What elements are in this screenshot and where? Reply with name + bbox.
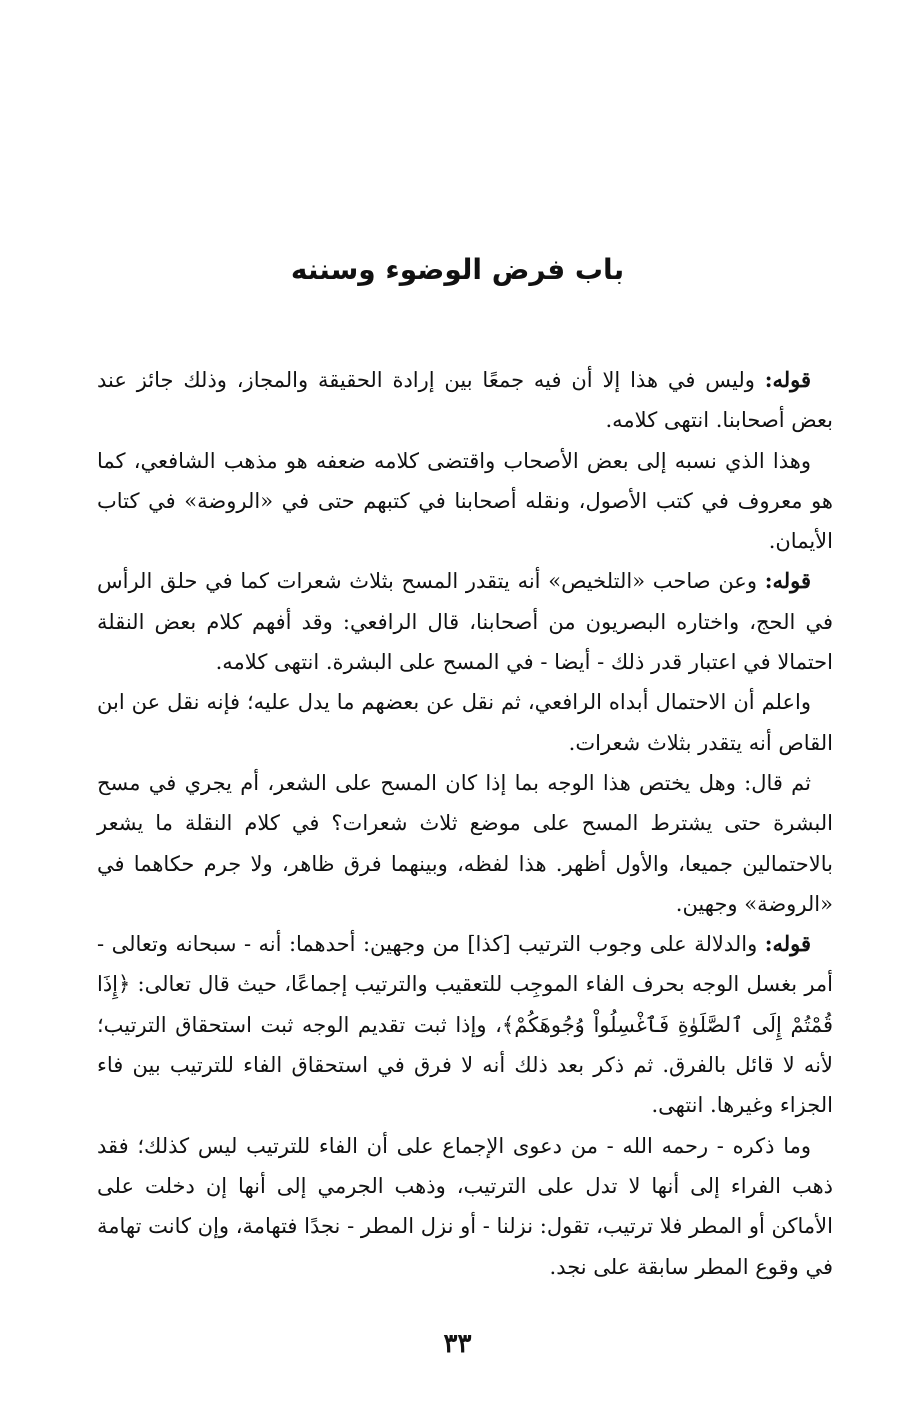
paragraph-2 [97,441,833,562]
paragraph-1 [97,360,833,441]
paragraph-7 [97,1126,833,1287]
paragraph-4 [97,682,833,763]
page-number: ٣٣ [443,1329,472,1359]
paragraph-text: وما ذكره - رحمه الله - من دعوى الإجماع على أن الفاء للترتيب ليس كذلك؛ فقد ذهب الفراء إلى أنها لا تدل على الترتيب، وذهب الجرمي إلى أنها إن دخلت على الأماكن أو المطر فلا ترتيب، تقول: نزلنا - أو نزل المطر - نجدًا فتهامة، وإن كانت تهامة في وقوع المطر سابقة على نجد. [97,1133,833,1279]
paragraph-text: واعلم أن الاحتمال أبداه الرافعي، ثم نقل عن بعضهم ما يدل عليه؛ فإنه نقل عن ابن القاص أنه يتقدر بثلاث شعرات. [97,690,833,755]
chapter-title: باب فرض الوضوء وسننه [290,253,625,286]
paragraph-3 [97,561,833,682]
paragraph-text: ثم قال: وهل يختص هذا الوجه بما إذا كان المسح على الشعر، أم يجري في مسح البشرة حتى يشترط المسح على موضع ثلاث شعرات؟ في كلام النقلة ما يشعر بالاحتمالين جميعا، والأول أظهر. هذا لفظه، وبينهما فرق ظاهر، ولا جرم حكاهما في «الروضة» وجهين. [97,770,833,916]
paragraph-lead: قوله: [764,568,811,594]
paragraph-text: وليس في هذا إلا أن فيه جمعًا بين إرادة الحقيقة والمجاز، وذلك جائز عند بعض أصحابنا. انتهى كلامه. [97,368,833,433]
paragraph-lead: قوله: [764,367,811,392]
paragraph-5 [97,763,833,924]
paragraph-lead: قوله: [764,931,812,957]
paragraph-text: والدلالة على وجوب الترتيب [كذا] من وجهين: أحدهما: أنه - سبحانه وتعالى - أمر بغسل الوجه بحرف الفاء الموجِب للتعقيب والترتيب إجماعًا، حيث قال تعالى: ﴿إِذَا قُمْتُمْ إِلَى ٱلصَّلَوٰةِ فَٱغْسِلُواْ وُجُوهَكُمْ﴾، وإذا ثبت تقديم الوجه ثبت استحقاق الترتيب؛ لأنه لا قائل بالفرق. ثم ذكر بعد ذلك أنه لا فرق في استحقاق الفاء للترتيب بين فاء الجزاء وغيرها. انتهى. [97,932,833,1118]
paragraph-text: وعن صاحب «التلخيص» أنه يتقدر المسح بثلاث شعرات كما في حلق الرأس في الحج، واختاره البصريون من أصحابنا، قال الرافعي: وقد أفهم كلام بعض النقلة احتمالا في اعتبار قدر ذلك - أيضا - في المسح على البشرة. انتهى كلامه. [97,569,833,675]
paragraph-text: وهذا الذي نسبه إلى بعض الأصحاب واقتضى كلامه ضعفه هو مذهب الشافعي، كما هو معروف في كتب الأصول، ونقله أصحابنا في كتبهم حتى في «الروضة» في كتاب الأيمان. [97,448,833,554]
body-text [97,360,833,1287]
paragraph-6 [97,924,833,1125]
